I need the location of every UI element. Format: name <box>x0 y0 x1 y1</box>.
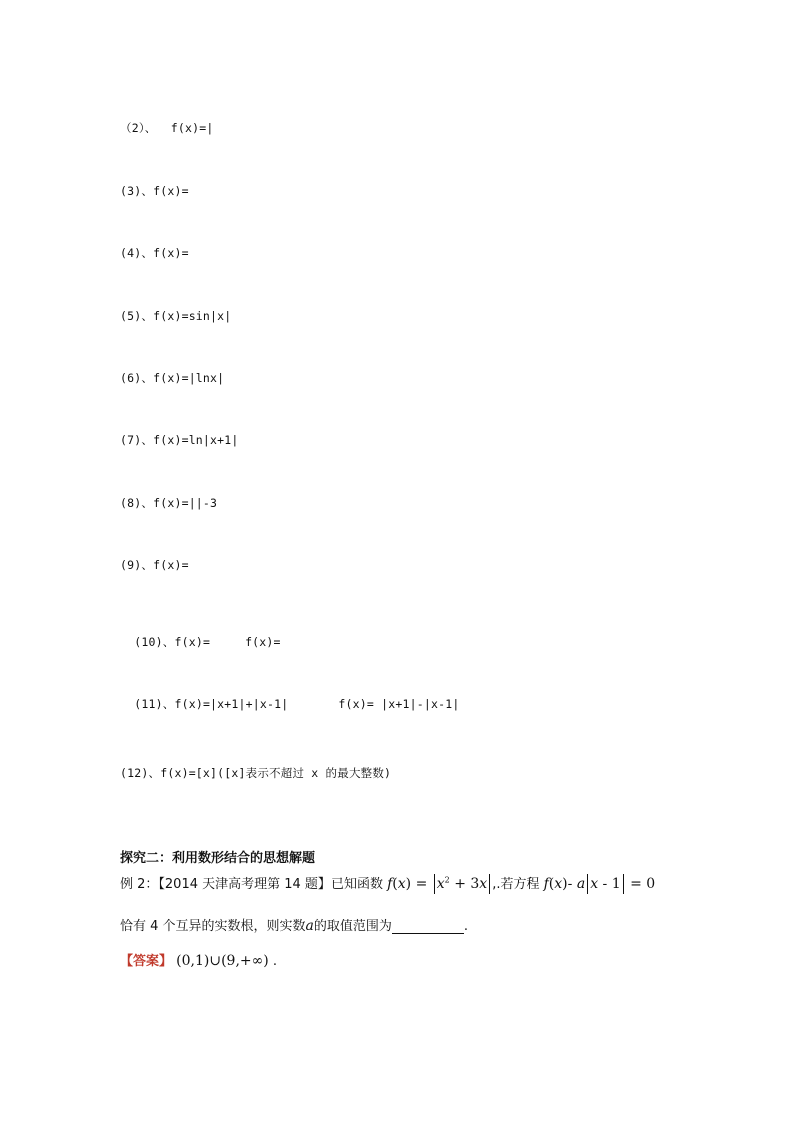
example-line-2 <box>120 915 468 934</box>
item-10-a: (10)、f(x)= <box>134 635 211 649</box>
formula-equation: f(x)- a x - 1 = 0 <box>543 876 656 892</box>
item-12: (12)、f(x)=[x]([x]表示不超过 x 的最大整数) <box>120 766 392 780</box>
formula-fx-definition: $f(x) = x^2 + 3x$ <box>387 876 492 892</box>
item-7: (7)、f(x)=ln|x+1| <box>120 433 239 447</box>
answer-line <box>120 950 277 969</box>
answer-value: (0,1)∪(9,+∞) <box>176 953 269 969</box>
item-11 <box>120 682 460 712</box>
answer-period: . <box>272 954 278 969</box>
example-line-2-text-b: 的取值范围为 <box>313 919 392 934</box>
example-line-1 <box>120 873 655 894</box>
example-prefix: 例 2： <box>120 877 159 892</box>
answer-blank <box>392 919 464 934</box>
answer-tag: 【答案】 <box>120 954 173 969</box>
example-text-2: ,.若方程 <box>492 877 540 892</box>
item-3: (3)、f(x)= <box>120 184 189 198</box>
item-2: （2）、 f(x)=| <box>120 121 214 135</box>
item-11-a: (11)、f(x)=|x+1|+|x-1| <box>134 697 289 711</box>
item-11-b: f(x)= |x+1|-|x-1| <box>338 697 460 711</box>
item-9: (9)、f(x)= <box>120 558 189 572</box>
variable-a: a <box>305 918 314 934</box>
example-line-2-text: 恰有 4 个互异的实数根，则实数 <box>120 919 306 934</box>
item-10 <box>120 620 281 650</box>
item-8: (8)、f(x)=||-3 <box>120 496 218 510</box>
example-period: . <box>463 919 469 934</box>
item-6: (6)、f(x)=|lnx| <box>120 371 225 385</box>
item-5: (5)、f(x)=sin|x| <box>120 309 232 323</box>
section-heading: 探究二：利用数形结合的思想解题 <box>120 851 316 866</box>
example-text-1: 已知函数 <box>330 877 383 892</box>
item-4: (4)、f(x)= <box>120 246 189 260</box>
example-source: 【2014 天津高考理第 14 题】 <box>158 877 331 892</box>
item-10-b: f(x)= <box>245 635 281 649</box>
